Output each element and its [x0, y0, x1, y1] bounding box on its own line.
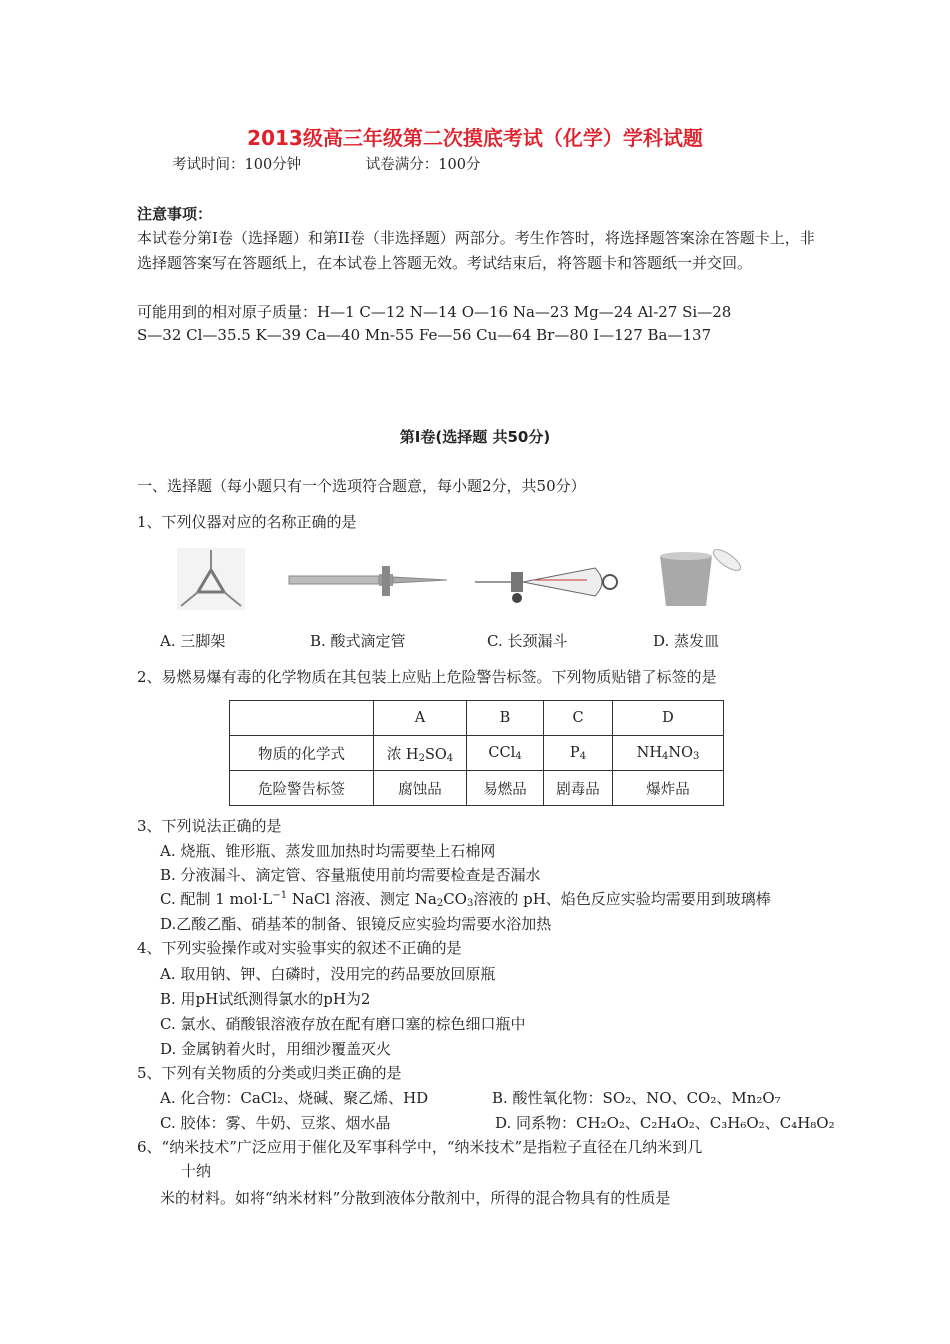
table-header-cell — [230, 701, 374, 736]
atomic-masses-line-2: S—32 Cl—35.5 K—39 Ca—40 Mn-55 Fe—56 Cu—64 Br—80 I—127 Ba—137 — [137, 326, 712, 344]
question-3-stem: 3、下列说法正确的是 — [137, 817, 282, 835]
q3-option-d: D.乙酸乙酯、硝基苯的制备、银镜反应实验均需要水浴加热 — [160, 915, 552, 933]
q4-option-a: A. 取用钠、钾、白磷时，没用完的药品要放回原瓶 — [160, 965, 496, 983]
apparatus-figures — [137, 548, 817, 623]
separatory-funnel-image — [475, 558, 625, 608]
question-6-stem-line-1: 6、“纳米技术”广泛应用于催化及军事科学中，“纳米技术”是指粒子直径在几纳米到几 — [137, 1138, 703, 1156]
notice-heading: 注意事项： — [137, 205, 213, 223]
table-row — [230, 736, 724, 771]
atomic-masses-line-1: 可能用到的相对原子质量：H—1 C—12 N—14 O—16 Na—23 Mg—24 Al-27 Si—28 — [137, 303, 732, 321]
q4-option-b: B. 用pH试纸测得氯水的pH为2 — [160, 990, 371, 1008]
q4-option-d: D. 金属钠着火时，用细沙覆盖灭火 — [160, 1040, 392, 1058]
row-label: 危险警告标签 — [230, 771, 374, 806]
exam-score: 试卷满分：100分 — [365, 157, 481, 173]
q1-option-a: A. 三脚架 — [160, 632, 226, 650]
q3-option-a: A. 烧瓶、锥形瓶、蒸发皿加热时均需要垫上石棉网 — [160, 842, 496, 860]
q5-option-c: C. 胶体：雾、牛奶、豆浆、烟水晶 — [160, 1114, 391, 1132]
crucible-image — [652, 548, 747, 610]
question-1-stem: 1、下列仪器对应的名称正确的是 — [137, 513, 357, 531]
exam-time: 考试时间：100分钟 — [172, 157, 302, 173]
hazard-label-table — [229, 700, 724, 806]
table-header-row — [230, 701, 724, 736]
table-header-cell: C — [544, 701, 613, 736]
table-header-cell: A — [374, 701, 467, 736]
q1-option-b: B. 酸式滴定管 — [310, 632, 406, 650]
q5-option-a: A. 化合物：CaCl₂、烧碱、聚乙烯、HD — [160, 1089, 429, 1107]
formula-d: $NH_4NO_3$ — [613, 736, 724, 771]
exam-meta — [172, 153, 540, 174]
table-cell: 易燃品 — [467, 771, 544, 806]
table-row — [230, 771, 724, 806]
q3-option-c: C. 配制 1 $mol\cdot L^{-1}$ NaCl 溶液、测定 $Na_2CO_3$溶液的 pH、焰色反应实验均需要用到玻璃棒 — [160, 890, 771, 909]
table-header-cell: D — [613, 701, 724, 736]
q5-option-b: B. 酸性氧化物：SO₂、NO、CO₂、Mn₂O₇ — [492, 1089, 781, 1107]
q1-option-d: D. 蒸发皿 — [653, 632, 720, 650]
q1-option-c: C. 长颈漏斗 — [487, 632, 568, 650]
burette-image — [287, 562, 452, 602]
section-intro: 一、选择题（每小题只有一个选项符合题意，每小题2分，共50分） — [137, 477, 586, 495]
formula-a: 浓 $H_2SO_4$ — [374, 736, 467, 771]
question-5-stem: 5、下列有关物质的分类或归类正确的是 — [137, 1064, 402, 1082]
question-4-stem: 4、下列实验操作或对实验事实的叙述不正确的是 — [137, 939, 462, 957]
table-cell: 剧毒品 — [544, 771, 613, 806]
clay-triangle-image — [177, 548, 245, 610]
table-cell: 爆炸品 — [613, 771, 724, 806]
row-label: 物质的化学式 — [230, 736, 374, 771]
formula-c: $P_4$ — [544, 736, 613, 771]
section-heading: 第I卷(选择题 共50分) — [399, 428, 551, 446]
page-title: 2013级高三年级第二次摸底考试（化学）学科试题 — [247, 126, 703, 150]
question-6-stem-line-2: 十纳 — [181, 1162, 212, 1180]
q3-option-b: B. 分液漏斗、滴定管、容量瓶使用前均需要检查是否漏水 — [160, 866, 541, 884]
table-header-cell: B — [467, 701, 544, 736]
question-6-stem-line-3: 米的材料。如将“纳米材料”分散到液体分散剂中，所得的混合物具有的性质是 — [160, 1189, 671, 1207]
table-cell: 腐蚀品 — [374, 771, 467, 806]
q5-option-d: D. 同系物：CH₂O₂、C₂H₄O₂、C₃H₆O₂、C₄H₈O₂ — [495, 1114, 835, 1132]
formula-b: CCl$_4$ — [467, 736, 544, 771]
notice-body: 本试卷分第I卷（选择题）和第II卷（非选择题）两部分。考生作答时，将选择题答案涂在答题卡上，非选择题答案写在答题纸上，在本试卷上答题无效。考试结束后，将答题卡和答题纸一并交回。 — [137, 229, 815, 272]
q4-option-c: C. 氯水、硝酸银溶液存放在配有磨口塞的棕色细口瓶中 — [160, 1015, 526, 1033]
question-2-stem: 2、易燃易爆有毒的化学物质在其包装上应贴上危险警告标签。下列物质贴错了标签的是 — [137, 668, 717, 686]
